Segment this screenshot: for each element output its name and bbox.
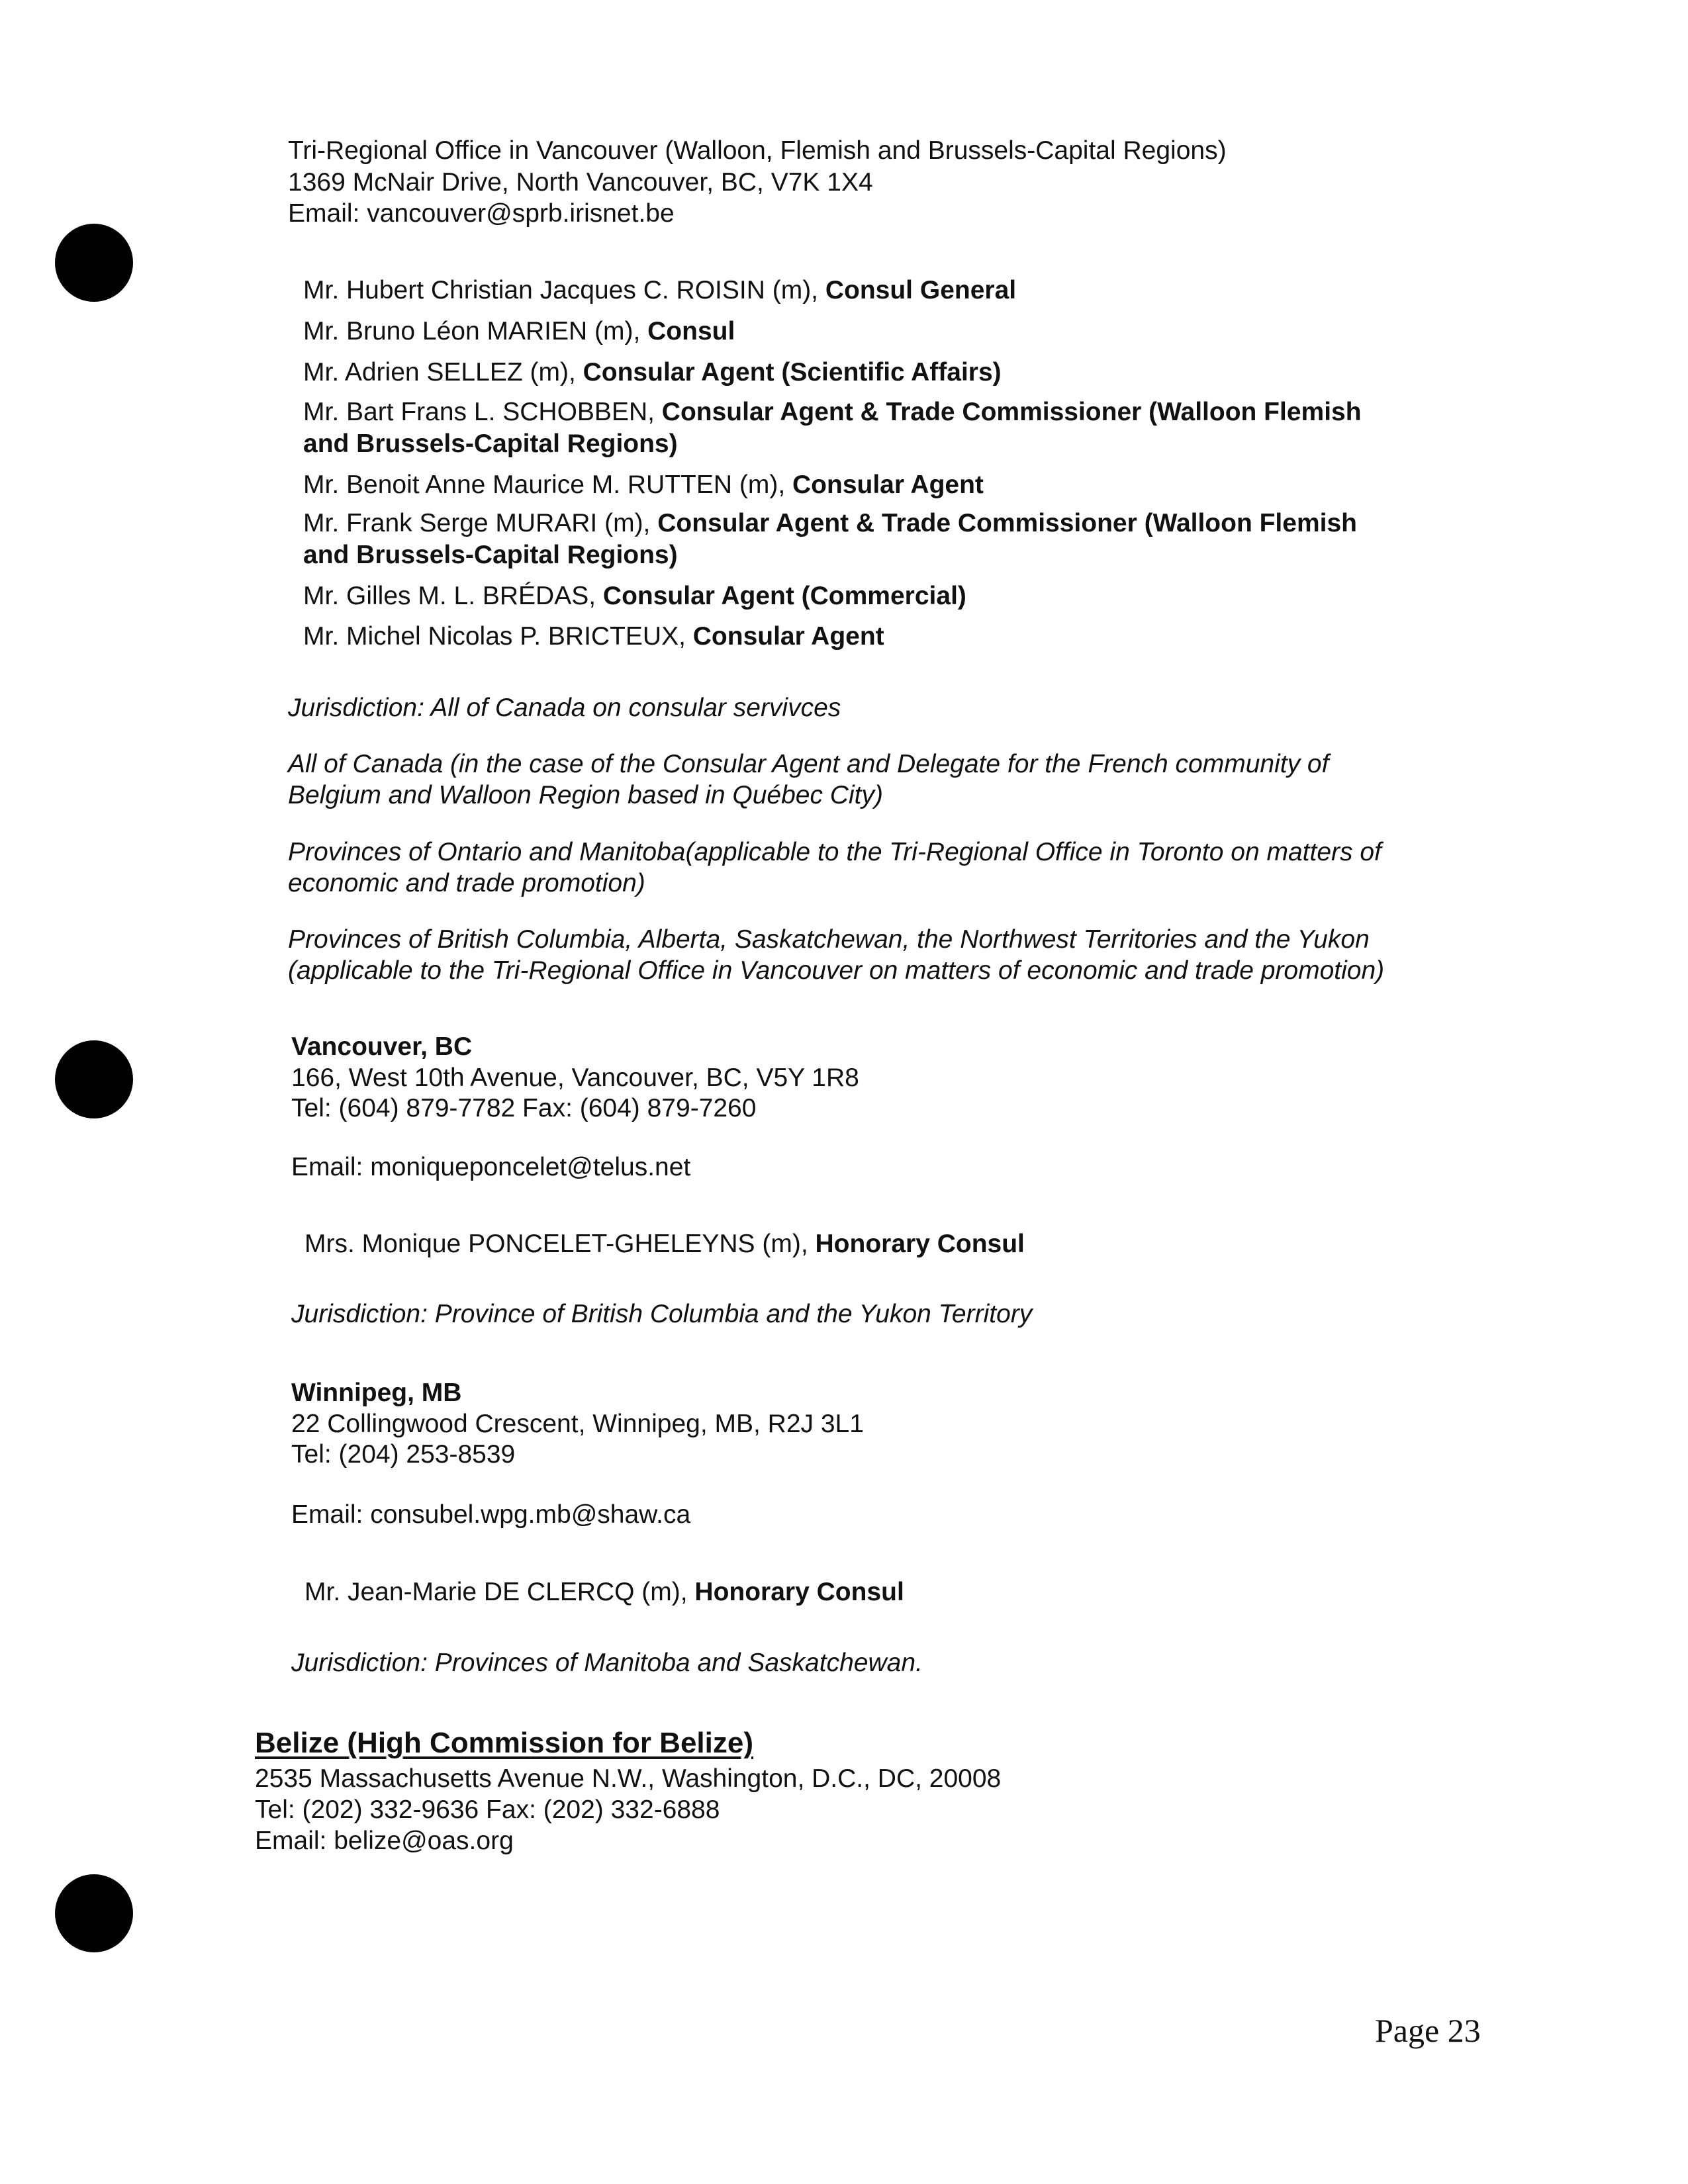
phone: Tel: (204) 253-8539 (291, 1440, 516, 1469)
staff-entry (303, 275, 1016, 306)
email: Email: consubel.wpg.mb@shaw.ca (291, 1500, 691, 1529)
staff-title: Consular Agent & Trade Commissioner (Walloon Flemish (657, 509, 1357, 537)
staff-name: Mr. Bruno Léon MARIEN (m), (303, 317, 648, 345)
staff-entry (303, 580, 966, 612)
phone-fax: Tel: (202) 332-9636 Fax: (202) 332-6888 (255, 1796, 720, 1824)
jurisdiction-text: Jurisdiction: Province of British Columbia and the Yukon Territory (291, 1300, 1033, 1328)
jurisdiction-text: (applicable to the Tri-Regional Office in Vancouver on matters of economic and trade promotion) (288, 956, 1385, 985)
address: 22 Collingwood Crescent, Winnipeg, MB, R2J 3L1 (291, 1410, 864, 1438)
staff-name: Mr. Benoit Anne Maurice M. RUTTEN (m), (303, 471, 793, 499)
consul-entry (305, 1576, 904, 1608)
staff-name: Mr. Gilles M. L. BRÉDAS, (303, 582, 603, 610)
staff-title: Consular Agent (Commercial) (602, 582, 966, 610)
staff-name: Mr. Adrien SELLEZ (m), (303, 358, 583, 387)
jurisdiction-text: Jurisdiction: All of Canada on consular servivces (288, 694, 841, 722)
staff-title: Consular Agent (Scientific Affairs) (583, 358, 1002, 387)
jurisdiction-text: Jurisdiction: Provinces of Manitoba and Saskatchewan. (291, 1649, 923, 1677)
staff-entry (303, 316, 735, 347)
email: Email: moniqueponcelet@telus.net (291, 1153, 691, 1181)
city-heading-vancouver: Vancouver, BC (291, 1032, 473, 1061)
jurisdiction-text: Provinces of British Columbia, Alberta, Saskatchewan, the Northwest Territories and the Yukon (288, 925, 1370, 954)
staff-entry (303, 357, 1002, 388)
staff-entry (303, 396, 1362, 428)
city-heading-winnipeg: Winnipeg, MB (291, 1379, 462, 1407)
jurisdiction-text: All of Canada (in the case of the Consular Agent and Delegate for the French community of (288, 750, 1329, 778)
staff-title: Consular Agent & Trade Commissioner (Walloon Flemish (661, 398, 1362, 426)
staff-title-continued: and Brussels-Capital Regions) (303, 430, 678, 458)
consul-title: Honorary Consul (815, 1230, 1025, 1258)
jurisdiction-text: economic and trade promotion) (288, 869, 645, 897)
email: Email: belize@oas.org (255, 1827, 514, 1855)
staff-title-continued: and Brussels-Capital Regions) (303, 541, 678, 569)
consul-name: Mr. Jean-Marie DE CLERCQ (m), (305, 1578, 695, 1606)
address: 2535 Massachusetts Avenue N.W., Washington, D.C., DC, 20008 (255, 1764, 1002, 1793)
office-email: Email: vancouver@sprb.irisnet.be (288, 199, 675, 228)
consul-entry (305, 1228, 1025, 1260)
staff-entry (303, 469, 984, 501)
staff-name: Mr. Bart Frans L. SCHOBBEN, (303, 398, 662, 426)
staff-entry (303, 508, 1357, 539)
jurisdiction-text: Belgium and Walloon Region based in Québec City) (288, 781, 883, 809)
staff-name: Mr. Hubert Christian Jacques C. ROISIN (m), (303, 276, 825, 304)
punch-hole-top (55, 224, 133, 302)
staff-name: Mr. Frank Serge MURARI (m), (303, 509, 658, 537)
staff-entry (303, 621, 884, 653)
punch-hole-bottom (55, 1874, 133, 1952)
page-number: Page 23 (1375, 2012, 1481, 2049)
jurisdiction-text: Provinces of Ontario and Manitoba(applicable to the Tri-Regional Office in Toronto on matters of (288, 838, 1382, 866)
consul-title: Honorary Consul (694, 1578, 904, 1606)
staff-title: Consular Agent (792, 471, 984, 499)
office-address: 1369 McNair Drive, North Vancouver, BC, V7K 1X4 (288, 168, 873, 197)
phone-fax: Tel: (604) 879-7782 Fax: (604) 879-7260 (291, 1094, 757, 1122)
staff-title: Consul General (825, 276, 1017, 304)
punch-hole-middle (55, 1040, 133, 1118)
consul-name: Mrs. Monique PONCELET-GHELEYNS (m), (305, 1230, 816, 1258)
staff-title: Consul (647, 317, 735, 345)
staff-title: Consular Agent (692, 622, 884, 651)
address: 166, West 10th Avenue, Vancouver, BC, V5Y 1R8 (291, 1064, 859, 1092)
staff-name: Mr. Michel Nicolas P. BRICTEUX, (303, 622, 693, 651)
country-heading-belize: Belize (High Commission for Belize) (255, 1727, 753, 1759)
office-title: Tri-Regional Office in Vancouver (Walloon, Flemish and Brussels-Capital Regions) (288, 136, 1227, 165)
